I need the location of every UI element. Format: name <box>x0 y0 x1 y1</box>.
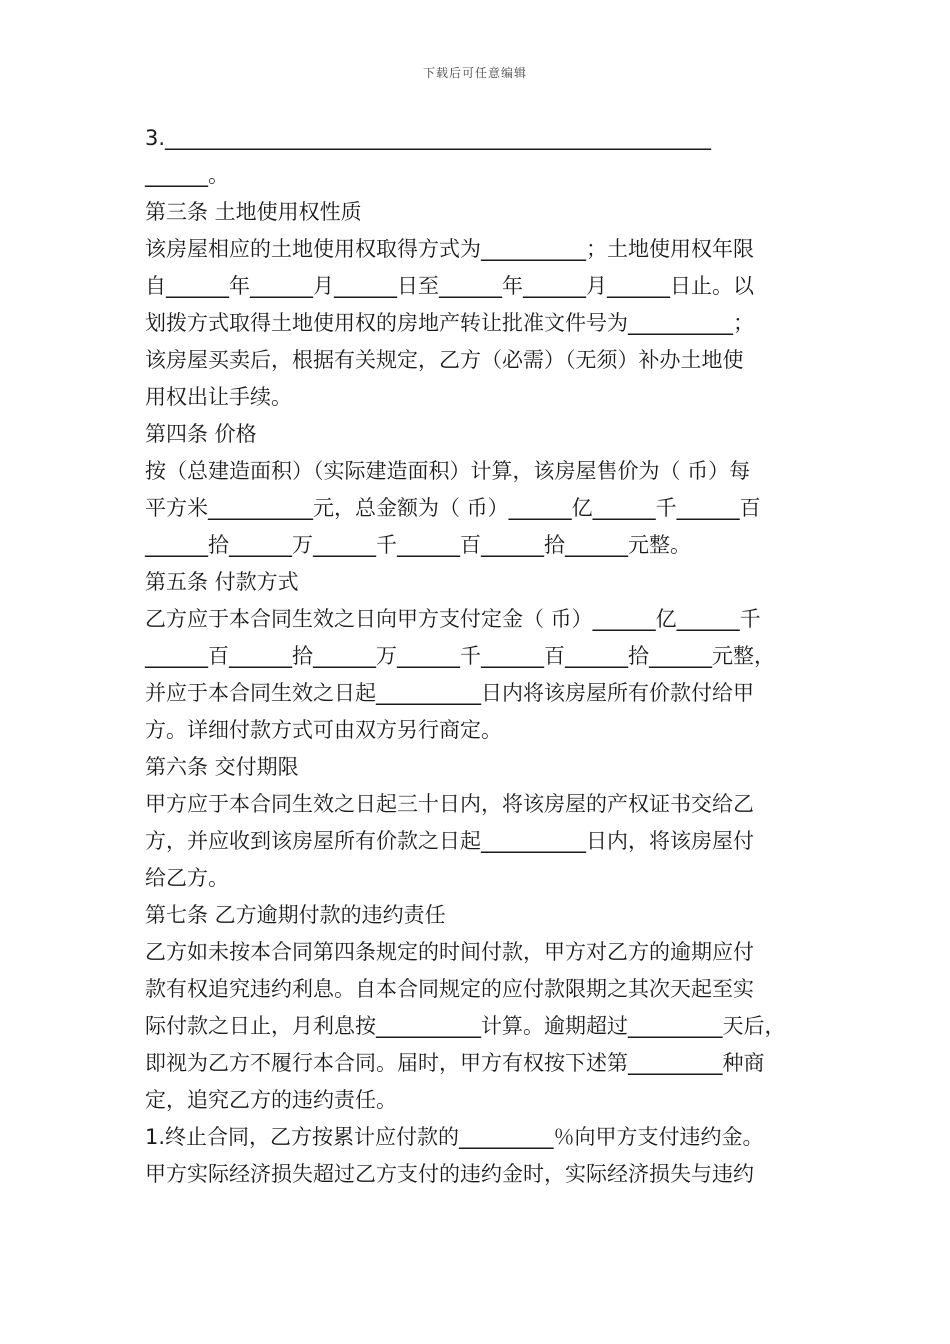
text-line: 该房屋买卖后，根据有关规定，乙方（必需）（无须）补办土地使 <box>145 348 744 372</box>
text-line: 甲方应于本合同生效之日起三十日内，将该房屋的产权证书交给乙 <box>145 792 754 816</box>
text-line: ______百______拾______万______千______百______拾______元整， <box>145 644 775 668</box>
text-line: 1.终止合同，乙方按累计应付款的_________％向甲方支付违约金。 <box>145 1125 764 1149</box>
text-line: 给乙方。 <box>145 866 229 890</box>
section-heading: 第五条 付款方式 <box>145 570 299 594</box>
text-line: 该房屋相应的土地使用权取得方式为__________；土地使用权年限 <box>145 237 754 261</box>
section-heading: 第四条 价格 <box>145 422 257 446</box>
text-line: 际付款之日止，月利息按__________计算。逾期超过_________天后， <box>145 1014 786 1038</box>
page-header-note: 下载后可任意编辑 <box>422 66 527 80</box>
text-line: 乙方应于本合同生效之日向甲方支付定金（ 币）______亿______千 <box>145 607 761 631</box>
text-line: 用权出让手续。 <box>145 385 292 409</box>
text-line: 自______年______月______日至______年______月______日止。以 <box>145 274 754 298</box>
text-line: 划拨方式取得土地使用权的房地产转让批准文件号为__________； <box>145 311 754 335</box>
text-line: 并应于本合同生效之日起__________日内将该房屋所有价款付给甲 <box>145 681 754 705</box>
text-line: 即视为乙方不履行本合同。届时，甲方有权按下述第_________种商 <box>145 1051 765 1075</box>
text-line: 按（总建造面积）（实际建造面积）计算，该房屋售价为（ 币）每 <box>145 459 751 483</box>
text-line: 定，追究乙方的违约责任。 <box>145 1088 397 1112</box>
text-line: 乙方如未按本合同第四条规定的时间付款，甲方对乙方的逾期应付 <box>145 940 754 964</box>
section-heading: 第六条 交付期限 <box>145 755 299 779</box>
text-line: 3.____________________________________________________ <box>145 126 712 150</box>
section-heading: 第三条 土地使用权性质 <box>145 200 362 224</box>
text-line: 款有权追究违约利息。自本合同规定的应付款限期之其次天起至实 <box>145 977 754 1001</box>
text-line: 方。详细付款方式可由双方另行商定。 <box>145 718 502 742</box>
section-heading: 第七条 乙方逾期付款的违约责任 <box>145 903 446 927</box>
text-line: ______拾______万______千______百______拾______元整。 <box>145 533 691 557</box>
text-line: 方，并应收到该房屋所有价款之日起__________日内，将该房屋付 <box>145 829 754 853</box>
text-line: 甲方实际经济损失超过乙方支付的违约金时，实际经济损失与违约 <box>145 1162 754 1186</box>
text-line: ______。 <box>145 163 229 187</box>
document-body <box>145 120 835 1193</box>
text-line: 平方米__________元，总金额为（ 币）______亿______千______百 <box>145 496 761 520</box>
